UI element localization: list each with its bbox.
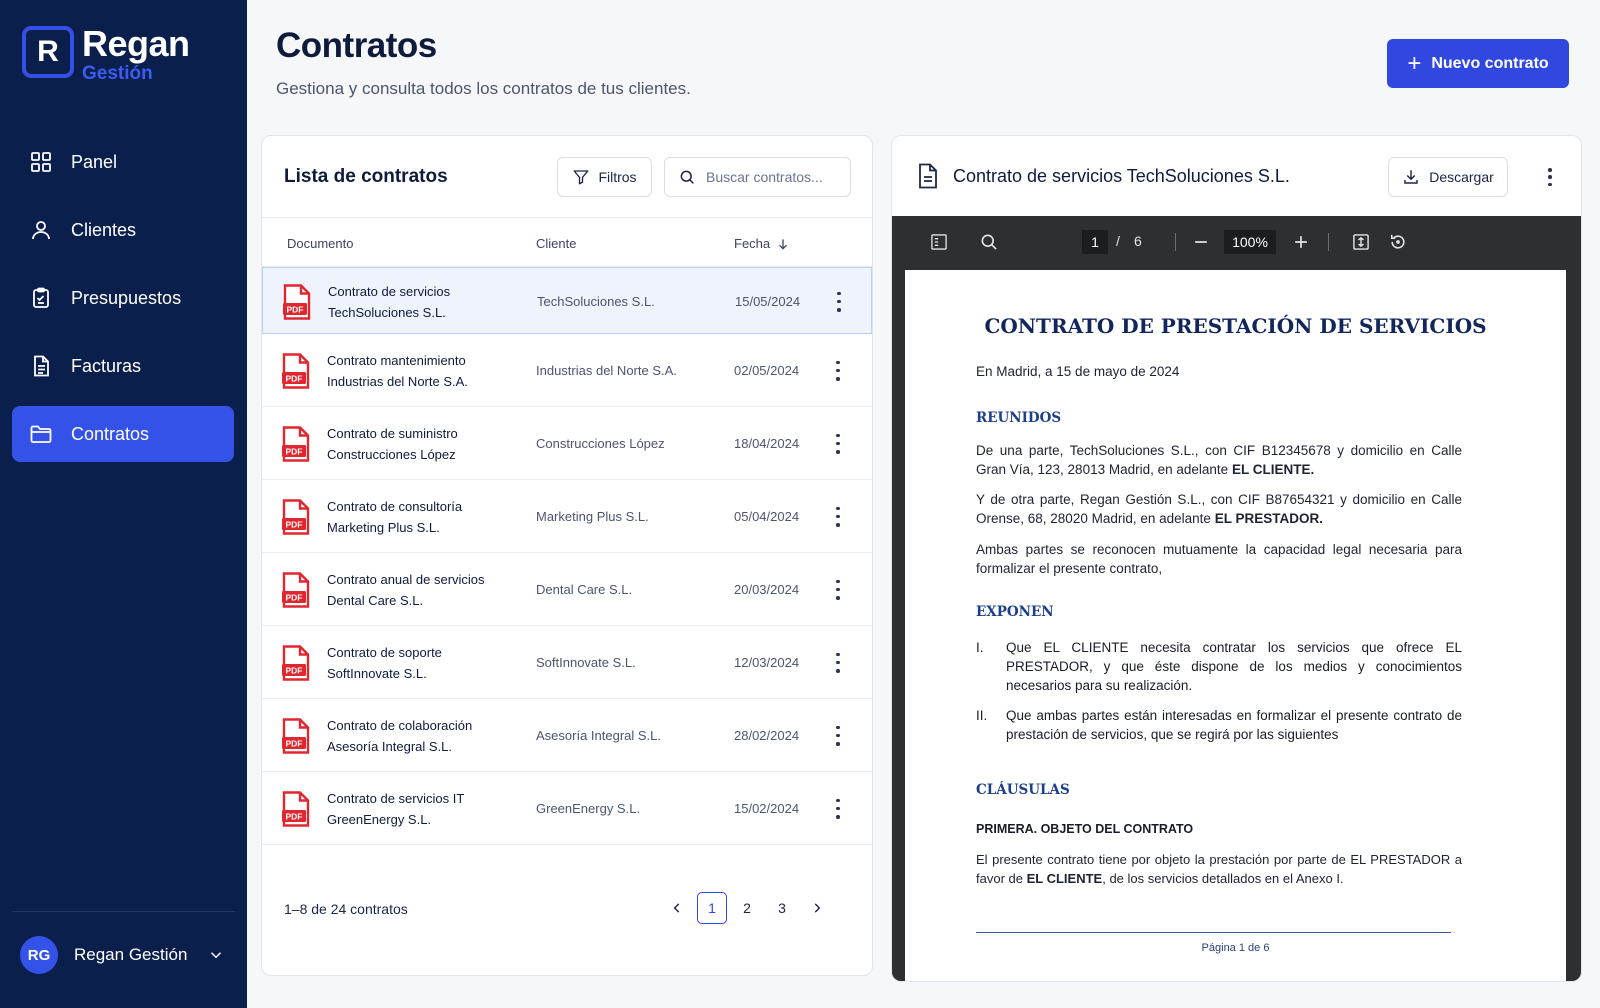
pdf-file-icon bbox=[282, 791, 310, 827]
document-name-line2: Construcciones López bbox=[327, 446, 456, 462]
table-row[interactable] bbox=[262, 334, 872, 407]
dot-icon bbox=[1548, 168, 1552, 172]
dot-icon bbox=[836, 580, 840, 584]
logo[interactable] bbox=[22, 23, 190, 84]
toolbar-divider bbox=[1175, 233, 1176, 251]
pdf-file-icon bbox=[282, 353, 310, 389]
dot-icon bbox=[836, 588, 840, 592]
document-name bbox=[327, 423, 458, 465]
download-icon bbox=[1402, 168, 1420, 186]
date-cell: 15/02/2024 bbox=[734, 800, 800, 816]
sidebar-item-label: Clientes bbox=[71, 219, 137, 240]
row-more-button[interactable] bbox=[830, 653, 846, 673]
dot-icon bbox=[837, 292, 841, 296]
logo-mark: R bbox=[22, 26, 74, 78]
dot-icon bbox=[836, 507, 840, 511]
document-name-line1: Contrato de servicios bbox=[328, 283, 451, 299]
pdf-badge-text: PDF bbox=[285, 519, 303, 529]
document-name-line2: Marketing Plus S.L. bbox=[327, 519, 440, 535]
document-name bbox=[327, 350, 468, 392]
dot-icon bbox=[837, 300, 841, 304]
new-contract-button[interactable] bbox=[1387, 39, 1569, 88]
dot-icon bbox=[836, 369, 840, 373]
document-name-line2: Industrias del Norte S.A. bbox=[327, 373, 468, 389]
sidebar-item-panel[interactable] bbox=[12, 134, 234, 190]
table-row[interactable] bbox=[262, 626, 872, 699]
dot-icon bbox=[836, 377, 840, 381]
date-cell: 05/04/2024 bbox=[734, 508, 800, 524]
page-button-3[interactable]: 3 bbox=[778, 900, 786, 916]
zoom-in-button[interactable] bbox=[1290, 231, 1312, 253]
reunidos-paragraph-1-strong: EL CLIENTE. bbox=[1231, 462, 1315, 477]
clause-primera-paragraph bbox=[976, 850, 1462, 888]
filter-icon bbox=[572, 168, 590, 186]
page-button-1[interactable]: 1 bbox=[697, 892, 727, 924]
page-number-input[interactable] bbox=[1082, 230, 1108, 254]
pagination bbox=[662, 892, 837, 924]
dot-icon bbox=[836, 515, 840, 519]
prev-page-button[interactable] bbox=[662, 892, 692, 924]
search-input[interactable] bbox=[706, 169, 836, 185]
pdf-badge-text: PDF bbox=[285, 738, 303, 748]
pdf-file-icon bbox=[282, 718, 310, 754]
pdf-viewer bbox=[892, 216, 1581, 982]
dot-icon bbox=[836, 361, 840, 365]
document-name-line1: Contrato mantenimiento bbox=[327, 352, 466, 368]
toolbar-divider bbox=[1328, 233, 1329, 251]
sidebar-divider bbox=[12, 911, 235, 912]
date-cell: 18/04/2024 bbox=[734, 435, 800, 451]
sidebar-item-clientes[interactable] bbox=[12, 202, 234, 258]
user-name: Regan Gestión bbox=[74, 945, 188, 964]
exponen-item-text: Que ambas partes están interesadas en formalizar el presente contrato de prestación de servicios, que se regirá por las siguientes bbox=[1006, 708, 1462, 742]
page-title: Contratos bbox=[276, 26, 437, 65]
sidebar-item-presupuestos[interactable] bbox=[12, 270, 234, 326]
pdf-badge-text: PDF bbox=[286, 304, 304, 314]
dot-icon bbox=[837, 308, 841, 312]
dot-icon bbox=[836, 596, 840, 600]
contracts-list-card bbox=[261, 135, 873, 976]
dot-icon bbox=[836, 742, 840, 746]
document-name-line1: Contrato anual de servicios bbox=[327, 571, 485, 587]
viewer-header bbox=[892, 136, 1581, 216]
client-cell: Dental Care S.L. bbox=[536, 581, 633, 597]
sidebar-item-contratos[interactable] bbox=[12, 406, 234, 462]
page-footer-line bbox=[976, 932, 1451, 933]
dot-icon bbox=[836, 450, 840, 454]
avatar: RG bbox=[20, 936, 58, 974]
exponen-item-number: I. bbox=[976, 640, 984, 655]
table-row[interactable] bbox=[262, 772, 872, 845]
pdf-file-icon bbox=[282, 645, 310, 681]
minus-icon bbox=[1191, 232, 1211, 252]
page-separator: / bbox=[1116, 233, 1120, 249]
filter-label: Filtros bbox=[598, 169, 637, 185]
column-date-label: Fecha bbox=[734, 236, 771, 251]
sidebar-nav bbox=[12, 134, 234, 474]
document-icon bbox=[916, 163, 940, 189]
section-reunidos-title: REUNIDOS bbox=[976, 410, 1062, 426]
client-cell: SoftInnovate S.L. bbox=[536, 654, 636, 670]
dot-icon bbox=[836, 442, 840, 446]
contracts-table-body bbox=[262, 267, 872, 845]
document-name-line2: Dental Care S.L. bbox=[327, 592, 424, 608]
download-label: Descargar bbox=[1429, 169, 1494, 185]
sidebar-item-label: Facturas bbox=[71, 355, 142, 376]
row-more-button[interactable] bbox=[830, 361, 846, 381]
dot-icon bbox=[836, 807, 840, 811]
dot-icon bbox=[1548, 175, 1552, 179]
page-button-2[interactable]: 2 bbox=[743, 900, 751, 916]
viewer-title: Contrato de servicios TechSoluciones S.L. bbox=[953, 166, 1290, 186]
pdf-search-button[interactable] bbox=[978, 231, 1000, 253]
chevron-left-icon bbox=[670, 901, 684, 915]
client-cell: Construcciones López bbox=[536, 435, 665, 451]
rotate-button[interactable] bbox=[1387, 231, 1409, 253]
logo-subtitle: Gestión bbox=[82, 63, 153, 84]
sidebar-item-facturas[interactable] bbox=[12, 338, 234, 394]
search-icon bbox=[979, 232, 999, 252]
row-more-button[interactable] bbox=[830, 799, 846, 819]
dot-icon bbox=[836, 661, 840, 665]
zoom-out-button[interactable] bbox=[1190, 231, 1212, 253]
client-cell: TechSoluciones S.L. bbox=[537, 293, 655, 309]
plus-icon bbox=[1291, 232, 1311, 252]
document-name-line1: Contrato de suministro bbox=[327, 425, 458, 441]
pdf-badge-text: PDF bbox=[285, 373, 303, 383]
date-cell: 02/05/2024 bbox=[734, 362, 800, 378]
date-cell: 28/02/2024 bbox=[734, 727, 800, 743]
page-footer: Página 1 de 6 bbox=[1201, 942, 1270, 954]
date-cell: 15/05/2024 bbox=[735, 293, 801, 309]
row-more-button[interactable] bbox=[830, 507, 846, 527]
document-viewer-card bbox=[891, 135, 1582, 982]
filter-button[interactable] bbox=[557, 157, 652, 197]
column-client[interactable]: Cliente bbox=[536, 236, 577, 251]
date-cell: 20/03/2024 bbox=[734, 581, 800, 597]
invoice-icon bbox=[29, 354, 53, 378]
list-title: Lista de contratos bbox=[284, 166, 448, 187]
zoom-level[interactable]: 100% bbox=[1224, 230, 1276, 254]
document-name-line1: Contrato de servicios IT bbox=[327, 790, 465, 806]
document-name bbox=[327, 788, 464, 830]
reunidos-paragraph-1 bbox=[976, 441, 1462, 479]
new-contract-label: Nuevo contrato bbox=[1431, 54, 1549, 72]
reunidos-paragraph-1-text: De una parte, TechSoluciones S.L., con CIF B12345678 y domicilio en Calle Gran Vía, 123, 28013 Madrid, en adelante bbox=[976, 443, 1462, 477]
logo-title: Regan bbox=[82, 23, 190, 64]
reunidos-paragraph-2-text: Y de otra parte, Regan Gestión S.L., con CIF B87654321 y domicilio en Calle Orense, 68, 28020 Madrid, en adelante bbox=[976, 492, 1462, 526]
document-name-line2: TechSoluciones S.L. bbox=[328, 304, 446, 320]
dot-icon bbox=[836, 434, 840, 438]
thumbnails-icon bbox=[929, 232, 949, 252]
document-place-date: En Madrid, a 15 de mayo de 2024 bbox=[976, 364, 1180, 379]
dot-icon bbox=[836, 523, 840, 527]
pdf-badge-text: PDF bbox=[285, 446, 303, 456]
total-pages: 6 bbox=[1134, 233, 1142, 249]
table-row[interactable] bbox=[262, 553, 872, 626]
document-name-line2: SoftInnovate S.L. bbox=[327, 665, 427, 681]
pdf-file-icon bbox=[282, 426, 310, 462]
section-clausulas-title: CLÁUSULAS bbox=[976, 782, 1070, 798]
page-subtitle: Gestiona y consulta todos los contratos de tus clientes. bbox=[276, 79, 691, 98]
pdf-file-icon bbox=[282, 572, 310, 608]
section-exponen-title: EXPONEN bbox=[976, 604, 1054, 620]
folder-icon bbox=[29, 422, 53, 446]
table-row[interactable] bbox=[262, 699, 872, 772]
pagination-summary: 1–8 de 24 contratos bbox=[284, 901, 408, 917]
clipboard-icon bbox=[29, 286, 53, 310]
document-name-line1: Contrato de consultoría bbox=[327, 498, 463, 514]
fit-page-icon bbox=[1351, 232, 1371, 252]
pdf-page bbox=[905, 270, 1566, 982]
client-cell: Industrias del Norte S.A. bbox=[536, 362, 677, 378]
chevron-down-icon bbox=[207, 946, 225, 964]
dot-icon bbox=[836, 726, 840, 730]
client-cell: Asesoría Integral S.L. bbox=[536, 727, 662, 743]
plus-icon: + bbox=[1407, 49, 1422, 77]
chevron-right-icon bbox=[810, 901, 824, 915]
client-cell: Marketing Plus S.L. bbox=[536, 508, 649, 524]
reunidos-paragraph-3: Ambas partes se reconocen mutuamente la capacidad legal necesaria para formalizar el presente contrato, bbox=[976, 542, 1462, 576]
pdf-toolbar bbox=[892, 216, 1581, 268]
table-row[interactable] bbox=[262, 480, 872, 553]
client-cell: GreenEnergy S.L. bbox=[536, 800, 641, 816]
document-name-line2: GreenEnergy S.L. bbox=[327, 811, 432, 827]
exponen-item-text: Que EL CLIENTE necesita contratar los servicios que ofrece EL PRESTADOR, y que éste dispone de los medios y conocimientos necesarios para su realización. bbox=[1006, 640, 1462, 693]
row-more-button[interactable] bbox=[831, 292, 847, 312]
column-date[interactable] bbox=[734, 236, 790, 251]
clause-primera-text-a: El presente contrato tiene por objeto la prestación por parte de EL PRESTADOR a favor de bbox=[976, 852, 1462, 886]
table-header bbox=[262, 217, 872, 267]
pdf-badge-text: PDF bbox=[285, 592, 303, 602]
dot-icon bbox=[1548, 183, 1552, 187]
sidebar-item-label: Presupuestos bbox=[71, 287, 182, 308]
document-name-line1: Contrato de soporte bbox=[327, 644, 442, 660]
document-name bbox=[328, 281, 450, 323]
document-name-line2: Asesoría Integral S.L. bbox=[327, 738, 453, 754]
search-icon bbox=[678, 168, 696, 186]
pdf-badge-text: PDF bbox=[285, 665, 303, 675]
row-more-button[interactable] bbox=[830, 434, 846, 454]
column-document[interactable]: Documento bbox=[287, 236, 354, 251]
user-menu[interactable] bbox=[20, 936, 225, 974]
user-icon bbox=[29, 218, 53, 242]
fit-page-button[interactable] bbox=[1350, 231, 1372, 253]
exponen-item-number: II. bbox=[976, 708, 988, 723]
date-cell: 12/03/2024 bbox=[734, 654, 800, 670]
grid-icon bbox=[29, 150, 53, 174]
clause-primera-title: PRIMERA. OBJETO DEL CONTRATO bbox=[976, 822, 1194, 836]
reunidos-paragraph-2 bbox=[976, 490, 1462, 528]
table-row[interactable] bbox=[262, 407, 872, 480]
pdf-file-icon bbox=[282, 499, 310, 535]
document-name bbox=[327, 715, 472, 757]
document-name bbox=[327, 496, 462, 538]
rotate-icon bbox=[1388, 232, 1408, 252]
sidebar-item-label: Contratos bbox=[71, 423, 150, 444]
dot-icon bbox=[836, 799, 840, 803]
clause-primera-text-b: , de los servicios detallados en el Anexo I. bbox=[1102, 871, 1344, 886]
document-name bbox=[327, 569, 485, 611]
sidebar-item-label: Panel bbox=[71, 151, 118, 172]
clause-primera-strong: EL CLIENTE bbox=[1026, 871, 1103, 886]
viewer-more-button[interactable] bbox=[1542, 168, 1558, 186]
document-name bbox=[327, 642, 442, 684]
next-page-button[interactable] bbox=[802, 892, 832, 924]
dot-icon bbox=[836, 669, 840, 673]
pdf-file-icon bbox=[283, 284, 311, 320]
reunidos-paragraph-2-strong: EL PRESTADOR. bbox=[1214, 511, 1323, 526]
download-button[interactable] bbox=[1388, 157, 1508, 197]
pdf-badge-text: PDF bbox=[285, 811, 303, 821]
sidebar bbox=[0, 0, 247, 1008]
search-box[interactable] bbox=[664, 157, 851, 197]
table-row[interactable] bbox=[262, 267, 872, 334]
dot-icon bbox=[836, 653, 840, 657]
row-more-button[interactable] bbox=[830, 580, 846, 600]
document-heading: CONTRATO DE PRESTACIÓN DE SERVICIOS bbox=[984, 314, 1487, 338]
document-name-line1: Contrato de colaboración bbox=[327, 717, 473, 733]
dot-icon bbox=[836, 734, 840, 738]
dot-icon bbox=[836, 815, 840, 819]
arrow-down-icon bbox=[776, 237, 790, 251]
sidebar-toggle-button[interactable] bbox=[928, 231, 950, 253]
row-more-button[interactable] bbox=[830, 726, 846, 746]
